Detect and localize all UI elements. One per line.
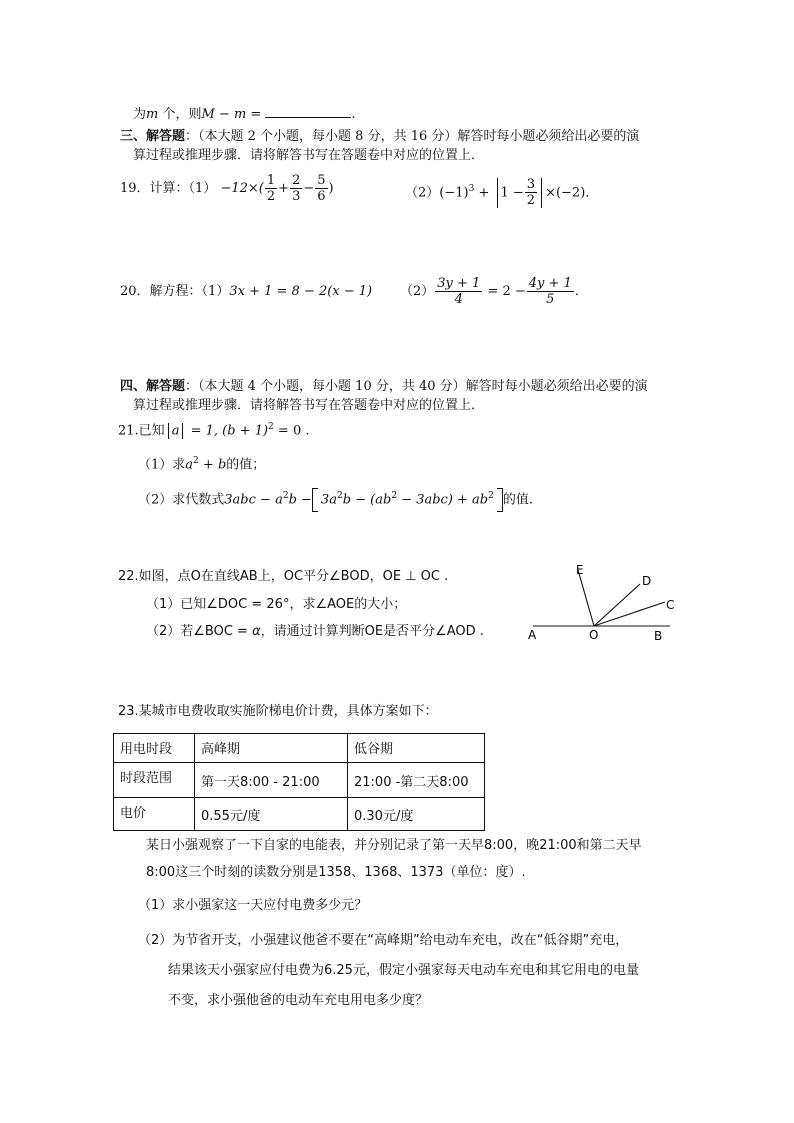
table-cell: 21:00 -第二天8:00 [348,763,485,798]
q20-frac1 [435,276,482,307]
q20-eq1: 3x + 1 = 8 − 2(x − 1) [229,284,373,299]
bracket-left [312,488,318,512]
question-20 [120,283,372,301]
section3-line2: 算过程或推理步骤．请将解答书写在答题卷中对应的位置上． [133,148,485,163]
q21-p2-expr-a: 3abc − a [224,492,283,508]
table-cell: 0.30元/度 [348,798,485,831]
q21-p1-expr2: + b [198,457,227,473]
q21-p1-expr: a [185,457,194,473]
table-cell: 用电时段 [114,734,195,763]
q21-cond-end: = 0 . [273,423,310,439]
label-o: O [589,628,599,642]
var-m: m [146,107,159,122]
section4-desc1: ：（本大题 4 个小题，每小题 10 分，共 40 分）解答时每小题必须给出必要的演 [185,379,648,394]
q19-p2-tail: ×(−2)． [545,185,599,201]
q19-f2-num: 2 [292,173,301,188]
q19-f4-num: 3 [526,177,536,193]
section4-line2: 算过程或推理步骤．请将解答书写在答题卷中对应的位置上． [133,398,485,413]
table-row [114,763,485,798]
q21-p2-in-exp-b: 2 [391,491,398,501]
q21-label: 21.已知 [118,423,165,439]
q20-p2-label: （2） [400,284,435,299]
section3-desc1: ：（本大题 2 个小题，每小题 8 分，共 16 分）解答时每小题必须给出必要的演 [185,129,640,144]
electricity-fee-table [113,733,485,831]
q21-cond-a: a [171,423,180,439]
section3-title: 三、解答题 [120,129,186,144]
q19-f4-den: 2 [526,193,536,209]
q19-p1-lead: −12×( [220,181,264,196]
q22-part1: （1）已知∠DOC = 26°，求∠AOE的大小； [146,597,407,612]
abs-bar-a-left [168,423,169,439]
q19-f1-den: 2 [266,189,276,204]
top-expr: M − m [201,107,247,122]
q23-stem: 23.某城市电费收取实施阶梯电价计费，具体方案如下： [118,704,438,719]
q19-frac3 [315,173,327,204]
q21-p1-exp: 2 [193,456,199,466]
q19-p2-plus: + [474,185,494,201]
table-cell: 高峰期 [195,734,348,763]
q19-p1-close: ) [328,181,334,196]
q19-label: 19．计算：（1） [120,181,217,196]
q23-para1: 某日小强观察了一下自家的电能表，并分别记录了第一天早8:00，晚21:00和第二天早 [146,838,642,853]
q22-stem: 22.如图，点O在直线AB上，OC平分∠BOD，OE ⊥ OC . [118,569,449,584]
ray-oc [594,602,665,626]
label-e: E [576,563,584,577]
question-20-part2 [400,273,588,311]
table-cell: 电价 [114,798,195,831]
label-c: C [666,598,675,612]
q21-p2-label: （2）求代数式 [138,492,225,508]
abs-bar-left [497,178,498,208]
q21-p2-in-a: 3a [320,492,337,508]
ray-od [594,584,640,626]
q21-p2-in-b: b − (ab [342,492,392,508]
q21-part2 [138,484,533,512]
q22-p2-b: ，请通过计算判断OE是否平分∠AOD . [260,624,484,639]
q21-p2-expr-b: b − [288,492,312,508]
q19-minus: − [303,181,315,196]
abs-bar-a-right [182,423,183,439]
q20-f2-den: 5 [546,292,555,307]
q20-f1-den: 4 [454,292,463,307]
top-line [133,105,356,124]
q21-cond-exp: 2 [268,422,274,432]
q21-p2-end: 的值. [502,492,534,508]
q21-p2-in-exp-c: 2 [488,491,494,501]
q23-part2-line3: 不变，求小强他爸的电动车充电用电多少度？ [168,993,429,1008]
section4-title: 四、解答题 [120,379,186,394]
q19-p2-abs-a: 1 − [500,185,524,201]
q22-part2 [146,623,484,641]
q20-f1-num: 3y + 1 [437,276,481,291]
top-eq: = [246,107,266,122]
q20-label: 20．解方程：（1） [120,284,230,299]
answer-blank [265,105,351,118]
q22-alpha: α [252,624,261,639]
question-19-part2 [405,170,598,212]
q19-frac2 [290,173,302,204]
q20-mid: = 2 − [483,284,526,299]
q19-f3-den: 6 [317,189,326,204]
q21-p2-exp-a: 2 [282,491,289,501]
q20-f2-num: 4y + 1 [528,276,572,291]
question-21 [118,418,309,440]
q23-part2-line2: 结果该天小强家应付电费为6.25元，假定小强家每天电动车充电和其它用电的电量 [168,963,639,978]
label-b: B [654,629,663,643]
label-a: A [528,628,537,642]
q19-p2-label: （2） [405,185,440,201]
q20-frac2 [527,276,574,307]
q23-part1: （1）求小强家这一天应付电费多少元？ [138,898,368,913]
q19-f2-den: 3 [292,189,301,204]
q19-frac1 [265,173,277,204]
abs-bar-right [541,178,542,208]
question-19 [120,170,334,208]
q22-p2-a: （2）若∠BOC = [146,624,253,639]
q19-frac4 [525,177,537,208]
q20-end: ． [574,284,588,299]
q19-p2-exp: 3 [468,184,475,194]
table-row [114,734,485,763]
table-cell: 0.55元/度 [195,798,348,831]
q21-cond-rest: = 1, (b + 1) [186,423,269,439]
table-row [114,798,485,831]
q19-f1-num: 1 [266,173,276,188]
section3-line1 [120,128,639,146]
q21-p1-end: 的值； [226,457,266,473]
q21-part1 [138,452,265,474]
q19-f3-num: 5 [317,173,326,188]
table-cell: 时段范围 [114,763,195,798]
angle-figure [520,560,690,650]
table-cell: 第一天8:00 - 21:00 [195,763,348,798]
label-d: D [642,574,652,588]
q23-para2: 8:00这三个时刻的读数分别是1358、1368、1373（单位：度）. [146,865,526,880]
top-mid: 个，则 [158,107,202,122]
top-end: . [351,107,356,122]
ray-oe [578,570,594,626]
q19-p2-lead: (−1) [439,185,469,201]
section4-line1 [120,378,648,396]
top-prefix: 为 [133,107,147,122]
table-cell: 低谷期 [348,734,485,763]
q21-p1-label: （1）求 [138,457,186,473]
q21-p2-in-exp-a: 2 [336,491,343,501]
q21-p2-in-c: − 3abc) + ab [397,492,489,508]
q23-part2-line1: （2）为节省开支，小强建议他爸不要在“高峰期”给电动车充电，改在“低谷期”充电， [138,933,629,948]
q19-plus: + [278,181,290,196]
